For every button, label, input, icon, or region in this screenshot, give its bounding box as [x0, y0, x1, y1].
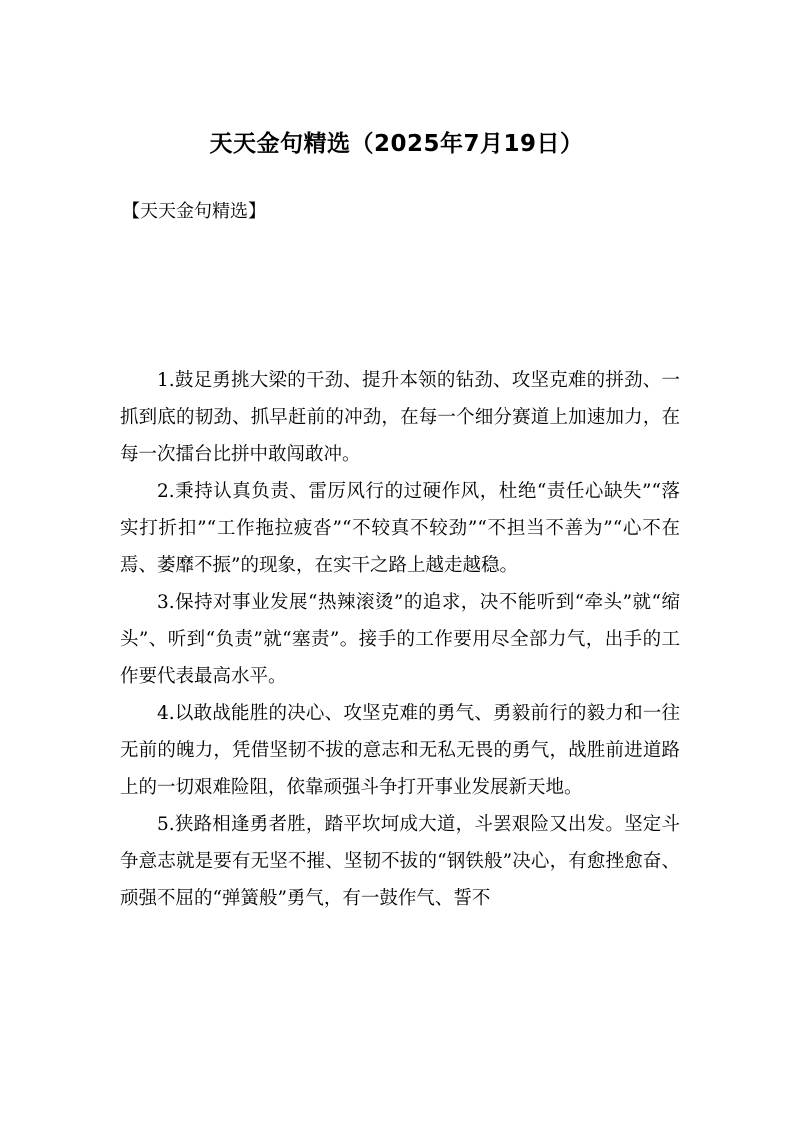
paragraph-4: 4.以敢战能胜的决心、攻坚克难的勇气、勇毅前行的毅力和一往无前的魄力，凭借坚韧不拔的意志和无私无畏的勇气，战胜前进道路上的一切艰难险阻，依靠顽强斗争打开事业发展新天地。: [120, 703, 680, 798]
document-title: 天天金句精选（2025年7月19日）: [209, 131, 584, 157]
paragraph-1: 1.鼓足勇挑大梁的干劲、提升本领的钻劲、攻坚克难的拼劲、一抓到底的韧劲、抓早赶前的冲劲，在每一个细分赛道上加速加力，在每一次擂台比拼中敢闯敢冲。: [120, 370, 680, 465]
paragraph-5: 5.狭路相逢勇者胜，踏平坎坷成大道，斗罢艰险又出发。坚定斗争意志就是要有无坚不摧、坚韧不拔的“钢铁般”决心，有愈挫愈奋、顽强不屈的“弹簧般”勇气，有一鼓作气、誓不: [120, 814, 680, 909]
document-body: [120, 362, 680, 917]
paragraph-3: 3.保持对事业发展“热辣滚烫”的追求，决不能听到“牵头”就“缩头”、听到“负责”就“塞责”。接手的工作要用尽全部力气，出手的工作要代表最高水平。: [120, 592, 680, 687]
section-label: 【天天金句精选】: [122, 201, 266, 222]
paragraph-2: 2.秉持认真负责、雷厉风行的过硬作风，杜绝“责任心缺失”“落实打折扣”“工作拖拉疲沓”“不较真不较劲”“不担当不善为”“心不在焉、萎靡不振”的现象，在实干之路上越走越稳。: [120, 481, 680, 576]
